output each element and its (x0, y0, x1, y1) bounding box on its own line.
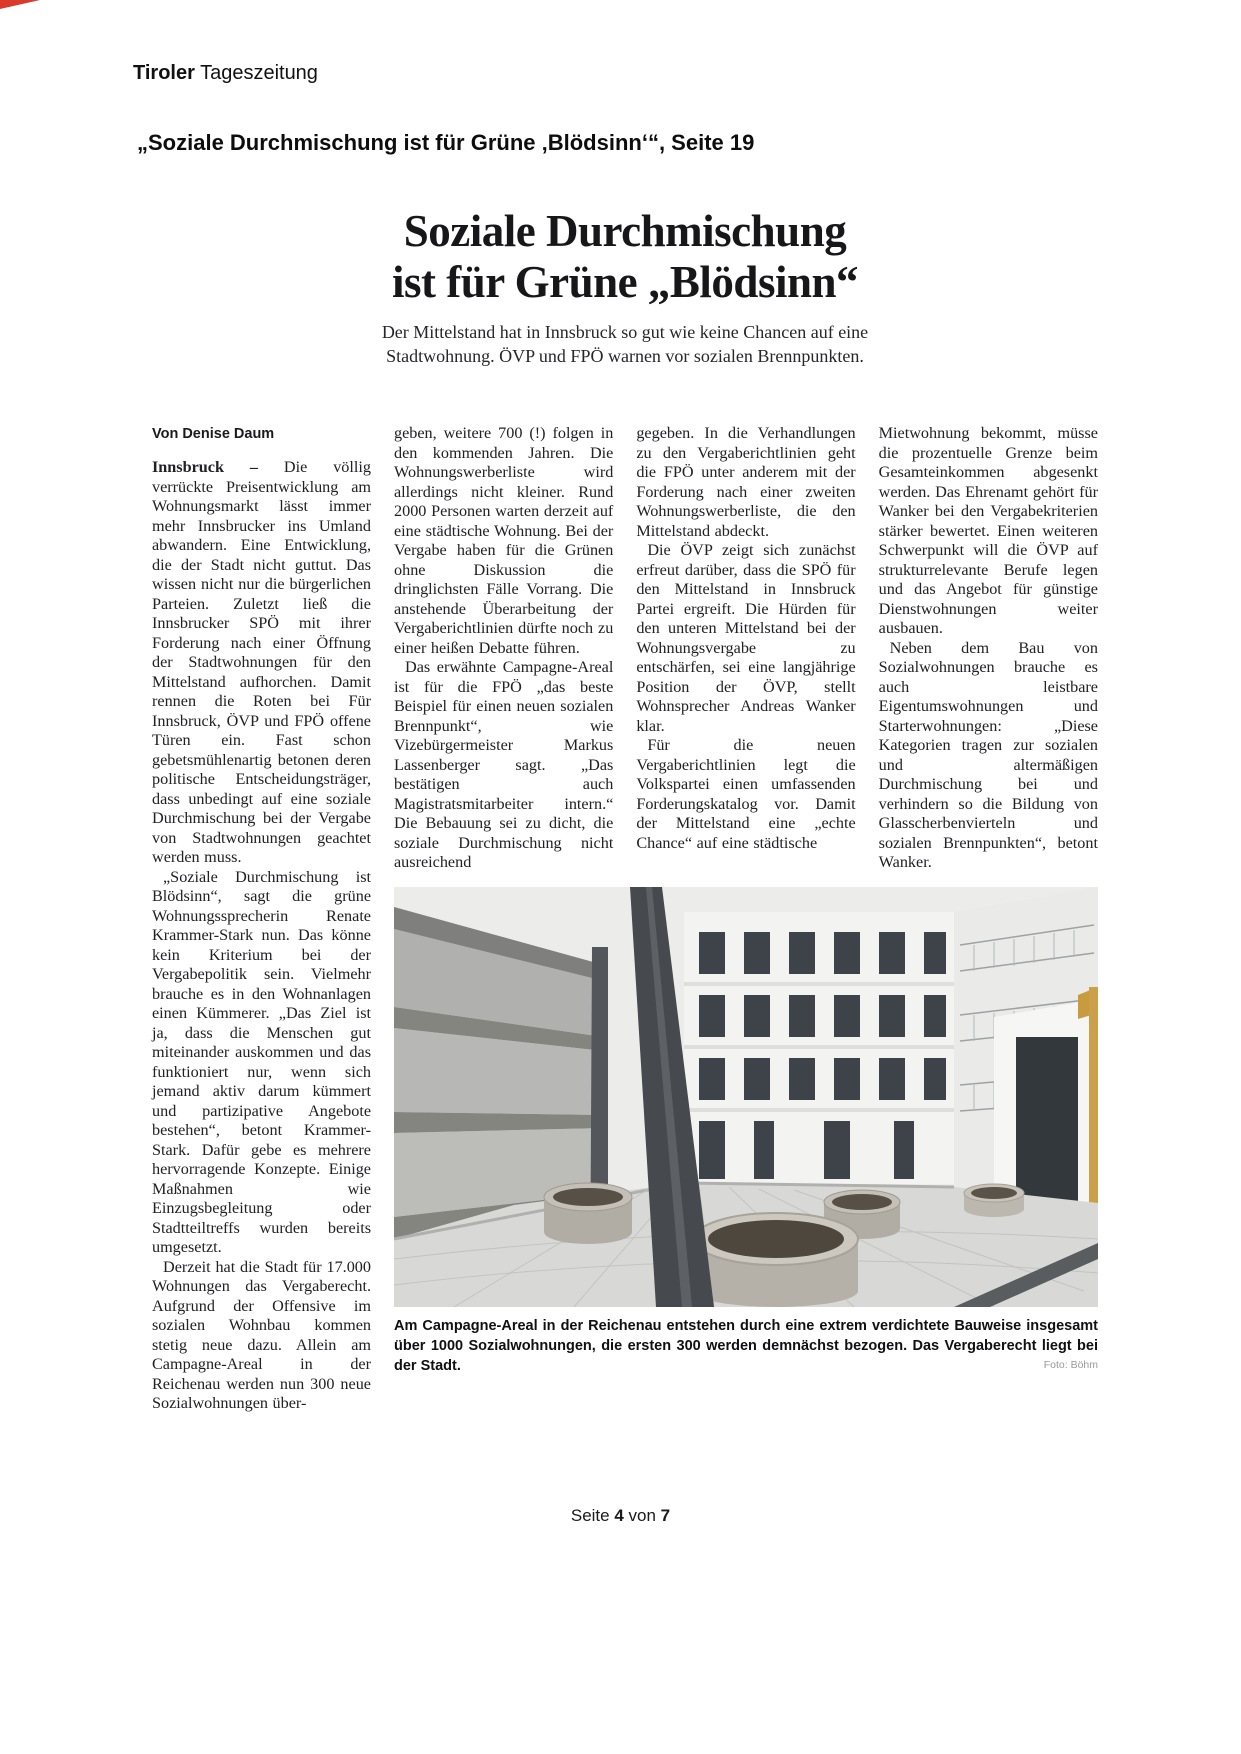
column-2 (394, 424, 613, 873)
paragraph: Derzeit hat die Stadt für 17.000 Wohnungen das Vergaberecht. Aufgrund der Offensive im sozialen Wohnbau kommen stetig neue dazu. Allein am Campagne-Areal in der Reichenau werden nun 300 neue Sozialwohnungen über- (152, 1257, 371, 1413)
paragraph-text: Die völlig verrückte Preisentwicklung am Wohnungsmarkt lässt immer mehr Innsbrucker ins Umland abwandern. Eine Entwicklung, die der Stadt nicht guttut. Das wissen nicht nur die bürgerlichen Parteien. Zuletzt ließ die Innsbrucker SPÖ mit ihrer Forderung nach einer Öffnung der Stadtwohnungen für den Mittelstand aufhorchen. Damit rennen die Roten bei Für Innsbruck, ÖVP und FPÖ offene Türen ein. Fast schon gebetsmühlenartig betonen deren politische Entscheidungsträger, dass unbedingt auf eine soziale Durchmischung bei der Vergabe von Stadtwohnungen geachtet werden muss. (152, 458, 371, 867)
footer-label-pre: Seite (570, 1506, 615, 1525)
corner-mark (0, 0, 40, 9)
paragraph (152, 458, 371, 868)
dateline-lead: Innsbruck – (152, 458, 284, 477)
article-headline (152, 206, 1098, 309)
paragraph: Die ÖVP zeigt sich zunächst erfreut darüber, dass die SPÖ für den Mittelstand in Innsbruck Partei ergreift. Die Hürden für den unteren Mittelstand bei der Wohnungsvergabe zu entschärfen, sei eine langjährige Position der ÖVP, stellt Wohnsprecher Andreas Wanker klar. (636, 541, 856, 735)
article (152, 198, 1098, 1414)
paragraph: Mietwohnung bekommt, müsse die prozentuelle Grenze beim Gesamteinkommen abgesenkt werden. Das Ehrenamt gehört für Wanker bei den Vergabekriterien stärker bewertet. Einen weiteren Schwerpunkt will die ÖVP auf strukturrelevante Berufe legen und das Angebot für günstige Dienstwohnungen weiter ausbauen. (878, 424, 1098, 638)
footer-total-pages: 7 (660, 1506, 671, 1525)
masthead (133, 62, 318, 85)
courtyard-photo-illustration (394, 887, 1098, 1307)
byline: Von Denise Daum (152, 426, 275, 443)
brand-rest: Tageszeitung (194, 62, 318, 84)
paragraph: Für die neuen Vergaberichtlinien legt die Volkspartei einen umfassenden Forderungskatalog vor. Damit der Mittelstand eine „echte Chance“ auf eine städtische (636, 736, 856, 852)
headline-line-1: Soziale Durchmischung (403, 206, 847, 256)
paragraph: Neben dem Bau von Sozialwohnungen brauche es auch leistbare Eigentumswohnungen und Starterwohnungen: „Diese Kategorien tragen zur sozialen und altermäßigen Durchmischung bei und verhindern so die Bildung von Glasscherbenvierteln und sozialen Brennpunkten“, betont Wanker. (878, 638, 1098, 872)
paragraph: „Soziale Durchmischung ist Blödsinn“, sagt die grüne Wohnungssprecherin Renate Krammer-Stark nun. Das könne kein Kriterium bei der Vergabepolitik sein. Vielmehr brauche es in den Wohnanlagen einen Kümmerer. „Das Ziel ist ja, dass die Menschen gut miteinander auskommen und das funktioniert nur, wenn sich jemand aktiv darum kümmert und partizipative Angebote bestehen“, betont Krammer-Stark. Dafür gebe es mehrere hervorragende Konzepte. Einige Maßnahmen wie Einzugsbegleitung oder Stadtteiltreffs wurden bereits umgesetzt. (152, 867, 371, 1257)
footer-label-mid: von (623, 1506, 661, 1525)
photo-caption (394, 1316, 1098, 1376)
article-body (152, 424, 1098, 1414)
photo-caption-text: Am Campagne-Areal in der Reichenau entstehen durch eine extrem verdichtete Bauweise insgesamt über 1000 Sozialwohnungen, die ersten 300 werden demnächst bezogen. Das Vergaberecht liegt bei der Stadt. (394, 1317, 1098, 1374)
page-footer (0, 1506, 1241, 1526)
footer-page-number: 4 (614, 1506, 624, 1525)
column-1 (152, 424, 371, 1414)
photo-credit: Foto: Böhm (1043, 1358, 1098, 1371)
toc-heading: „Soziale Durchmischung ist für Grüne ‚Blödsinn‘“, Seite 19 (137, 130, 755, 155)
paragraph: geben, weitere 700 (!) folgen in den kommenden Jahren. Die Wohnungswerberliste wird allerdings nicht kleiner. Rund 2000 Personen warten derzeit auf eine städtische Wohnung. Bei der Vergabe haben für die Grünen ohne Diskussion die dringlichsten Fälle Vorrang. Die anstehende Überarbeitung der Vergaberichtlinien dürfte noch zu einer heißen Debatte führen. (394, 424, 614, 657)
column-4 (879, 424, 1098, 873)
paragraph: gegeben. In die Verhandlungen zu den Vergaberichtlinien geht die FPÖ unter anderem mit der Forderung nach einer zweiten Wohnungswerberliste, die den Mittelstand abdeckt. (636, 424, 856, 540)
column-3 (636, 424, 855, 873)
headline-line-2: ist für Grüne „Blödsinn“ (391, 257, 859, 308)
article-subtitle: Der Mittelstand hat in Innsbruck so gut wie keine Chancen auf eine Stadtwohnung. ÖVP und FPÖ warnen vor sozialen Brennpunkten. (381, 321, 869, 366)
paragraph: Das erwähnte Campagne-Areal ist für die FPÖ „das beste Beispiel für einen neuen sozialen Brennpunkt“, wie Vizebürgermeister Markus Lassenberger sagt. „Das bestätigen auch Magistratsmitarbeiter intern.“ Die Bebauung sei zu dicht, die soziale Durchmischung nicht ausreichend (394, 658, 614, 872)
article-photo (394, 887, 1098, 1307)
brand-bold: Tiroler (133, 62, 195, 84)
article-right-area (394, 424, 1098, 1414)
columns-2-4 (394, 424, 1098, 873)
